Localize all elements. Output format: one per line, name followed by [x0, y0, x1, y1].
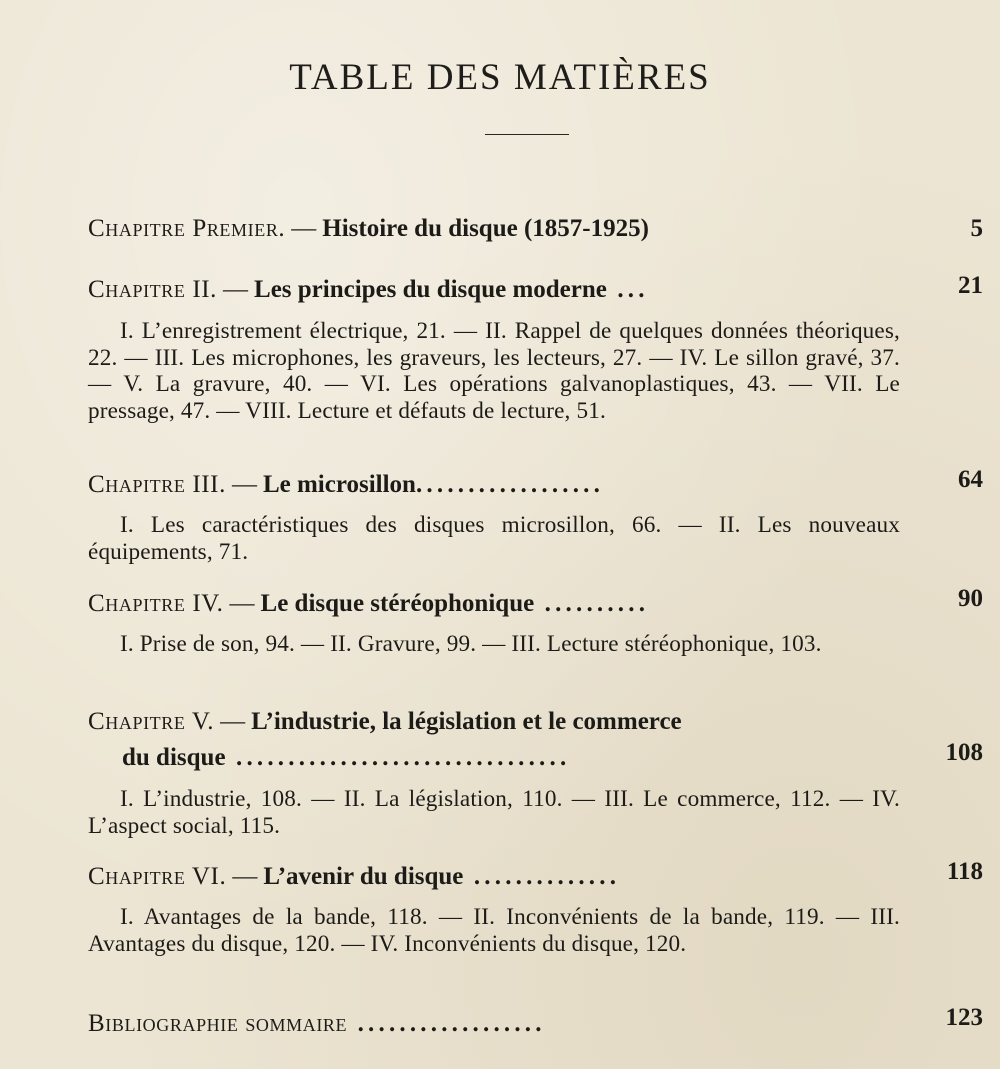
- sections-text: I. Prise de son, 94. — II. Gravure, 99. — III. Lecture stéréophonique, 103.: [120, 631, 822, 657]
- sections-text: I. L’enregistrement électrique, 21. — II. Rappel de quelques données théoriques, 22. — III. Les microphones, les graveurs, les lecteurs, 27. — IV. Le sillon gravé, 37. — V. La gravure, 40. — VI. Les opérations galvanoplastiques, 43. — VII. Le pressage, 47. — VIII. Lecture et défauts de lecture, 51.: [88, 318, 900, 424]
- chapter-sections: [88, 631, 900, 658]
- chapter-title: Histoire du disque (1857-1925): [322, 215, 649, 242]
- sections-text: I. Avantages de la bande, 118. — II. Inconvénients de la bande, 119. — III. Avantages du disque, 120. — IV. Inconvénients du disque, 120.: [88, 904, 900, 957]
- sections-text: I. Les caractéristiques des disques microsillon, 66. — II. Les nouveaux équipements, 71.: [88, 512, 900, 565]
- toc-entry-bibliography[interactable]: [88, 1009, 898, 1039]
- chapter-sections: [88, 904, 900, 957]
- chapter-label: Chapitre VI.: [88, 863, 227, 890]
- toc-entry-chapter-5[interactable]: [88, 707, 898, 737]
- chapter-title: L’avenir du disque: [263, 863, 464, 890]
- page-number[interactable]: 90: [958, 585, 983, 612]
- dot-leader: ................................: [225, 744, 571, 771]
- toc-entry-chapter-1[interactable]: [88, 214, 898, 244]
- dot-leader: ...: [606, 276, 649, 303]
- chapter-label: Chapitre Premier.: [88, 215, 286, 242]
- chapter-sections: [88, 786, 900, 839]
- chapter-sections: [88, 512, 900, 565]
- chapter-dash: —: [291, 215, 317, 242]
- toc-entry-chapter-4[interactable]: [88, 589, 898, 619]
- sections-text: I. L’industrie, 108. — II. La législation, 110. — III. Le commerce, 112. — IV. L’aspect social, 115.: [88, 786, 900, 839]
- title-rule: [485, 134, 569, 135]
- page-number[interactable]: 21: [958, 272, 983, 299]
- chapter-dash: —: [223, 276, 249, 303]
- toc-entry-chapter-5-continued[interactable]: [88, 743, 898, 773]
- dot-leader: ..........: [534, 590, 650, 617]
- chapter-dash: —: [232, 863, 258, 890]
- chapter-dash: —: [229, 590, 255, 617]
- chapter-title: Les principes du disque moderne: [254, 276, 607, 303]
- chapter-title: Le microsillon: [262, 471, 416, 498]
- chapter-label: Chapitre IV.: [88, 590, 224, 617]
- toc-entry-chapter-3[interactable]: [88, 470, 898, 500]
- chapter-title-continued: du disque: [122, 744, 226, 771]
- toc-entry-chapter-6[interactable]: [88, 862, 898, 892]
- chapter-title: Le disque stéréophonique: [260, 590, 535, 617]
- chapter-label: Chapitre III.: [88, 471, 226, 498]
- page-number[interactable]: 64: [958, 466, 983, 493]
- chapter-dash: —: [231, 471, 257, 498]
- page-title: TABLE DES MATIÈRES: [289, 57, 711, 98]
- chapter-label: Chapitre II.: [88, 276, 218, 303]
- dot-leader: ..............: [463, 863, 621, 890]
- page-number[interactable]: 123: [945, 1004, 983, 1031]
- page-number[interactable]: 108: [945, 739, 983, 766]
- chapter-title: L’industrie, la législation et le commerce: [251, 708, 682, 735]
- page-number[interactable]: 5: [970, 215, 983, 242]
- dot-leader: ..................: [347, 1010, 546, 1037]
- toc-entry-chapter-2[interactable]: [88, 275, 898, 305]
- dot-leader: ..................: [415, 471, 605, 498]
- chapter-label: Chapitre V.: [88, 708, 215, 735]
- chapter-sections: [88, 318, 900, 424]
- chapter-dash: —: [220, 708, 246, 735]
- page-number[interactable]: 118: [946, 858, 983, 885]
- bibliography-label: Bibliographie sommaire: [88, 1010, 348, 1037]
